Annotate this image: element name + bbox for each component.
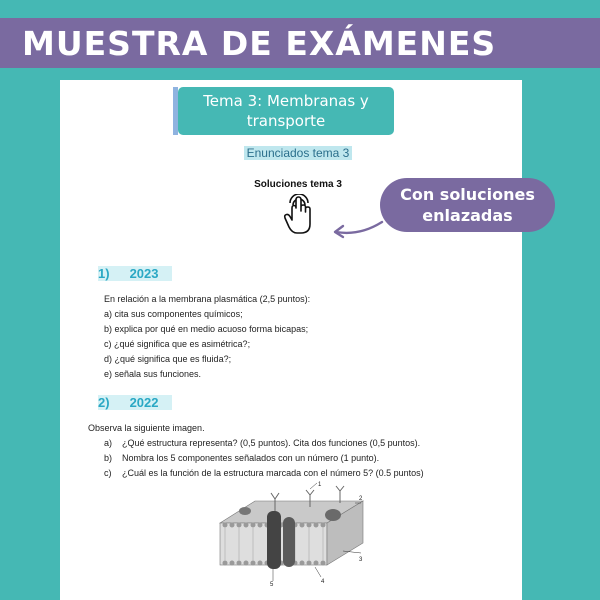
topic-title: Tema 3: Membranas y transporte [178, 87, 394, 135]
statements-link-wrap [60, 146, 522, 160]
section-1-year: 2023 [129, 266, 159, 281]
solutions-link[interactable]: Soluciones tema 3 [254, 179, 342, 190]
solutions-callout [380, 178, 555, 232]
question-2-list [104, 436, 424, 481]
section-2-heading [98, 395, 172, 410]
callout-text: Con soluciones enlazadas [400, 185, 535, 225]
list-item [104, 451, 424, 466]
figure-label: 5 [270, 582, 274, 586]
list-letter: b) [104, 453, 113, 463]
list-item: c) ¿qué significa que es asimétrica?; [104, 339, 251, 349]
figure-label: 4 [321, 579, 325, 585]
question-1 [104, 292, 310, 382]
list-text: ¿Qué estructura representa? (0,5 puntos). Cita dos funciones (0,5 puntos). [122, 438, 421, 448]
document-page [60, 80, 522, 600]
list-text: Nombra los 5 componentes señalados con un número (1 punto). [122, 453, 380, 463]
figure-label: 2 [359, 496, 363, 502]
figure-label: 3 [359, 557, 363, 563]
list-letter: a) [104, 438, 113, 448]
banner-title: MUESTRA DE EXÁMENES [22, 23, 497, 63]
question-2-intro: Observa la siguiente imagen. [88, 423, 205, 433]
list-item [104, 466, 424, 481]
list-item: e) señala sus funciones. [104, 369, 202, 379]
statements-link[interactable]: Enunciados tema 3 [244, 146, 353, 160]
hand-pointer-icon[interactable] [282, 194, 316, 236]
question-1-intro: En relación a la membrana plasmática (2,5 puntos): [104, 294, 311, 304]
list-item: a) cita sus componentes químicos; [104, 309, 243, 319]
section-1-heading [98, 266, 172, 281]
list-item: d) ¿qué significa que es fluida?; [104, 354, 232, 364]
section-2-year: 2022 [129, 395, 159, 410]
list-letter: c) [104, 468, 112, 478]
section-1-number: 1) [98, 266, 110, 281]
header-banner [0, 18, 600, 68]
section-2-number: 2) [98, 395, 110, 410]
list-item: b) explica por qué en medio acuoso forma bicapas; [104, 324, 309, 334]
list-item [104, 436, 424, 451]
list-text: ¿Cuál es la función de la estructura marcada con el número 5? (0.5 puntos) [122, 468, 424, 478]
membrane-figure [215, 481, 365, 586]
figure-label: 1 [318, 482, 322, 488]
